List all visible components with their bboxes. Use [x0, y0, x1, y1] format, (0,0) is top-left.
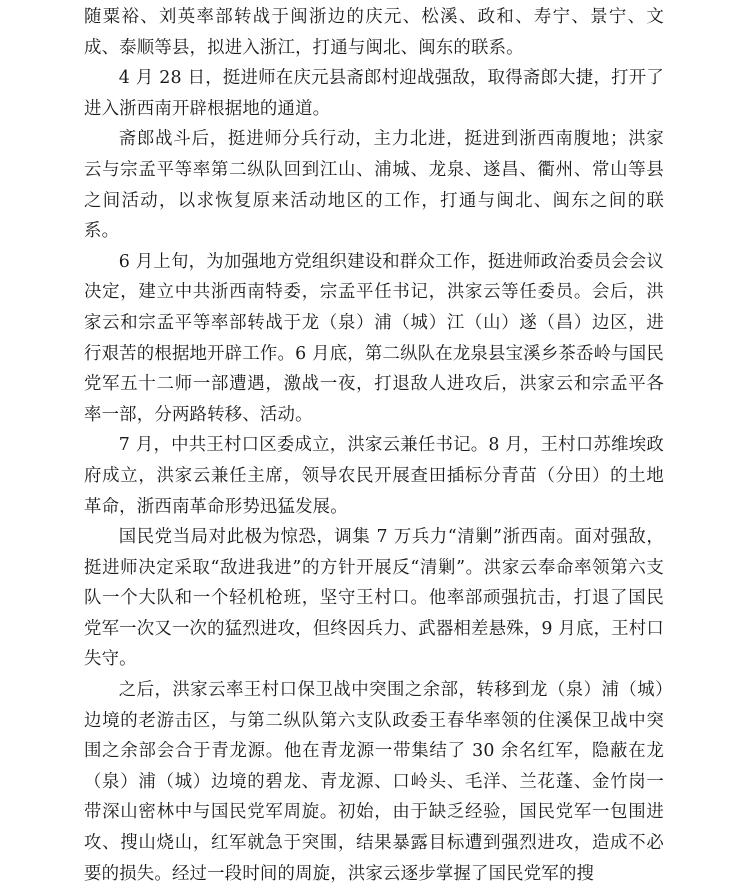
paragraph-7: 之后，洪家云率王村口保卫战中突围之余部，转移到龙（泉）浦（城）边境的老游击区，与第二纵队第六支队政委王春华率领的住溪保卫战中突围之余部会合于青龙源。他在青龙源一带集结了 30 余名红军，隐蔽在龙（泉）浦（城）边境的碧龙、青龙源、口岭头、毛洋、兰花蓬、金竹岗一带深山密林中与国民党军周旋。初始，由于缺乏经验，国民党军一包围进攻、搜山烧山，红军就急于突围，结果暴露目标遭到强烈进攻，造成不必要的损失。经过一段时间的周旋，洪家云逐步掌握了国民党军的搜	[84, 680, 664, 884]
paragraph-2: 4 月 28 日，挺进师在庆元县斋郎村迎战强敌，取得斋郎大捷，打开了进入浙西南开辟根据地的通道。	[84, 68, 664, 119]
paragraph-1: 随粟裕、刘英率部转战于闽浙边的庆元、松溪、政和、寿宁、景宁、文成、泰顺等县，拟进入浙江，打通与闽北、闽东的联系。	[84, 7, 664, 58]
paragraph-3: 斋郎战斗后，挺进师分兵行动，主力北进，挺进到浙西南腹地；洪家云与宗孟平等率第二纵队回到江山、浦城、龙泉、遂昌、衢州、常山等县之间活动，以求恢复原来活动地区的工作，打通与闽北、闽东之间的联系。	[84, 129, 664, 242]
paragraph-6: 国民党当局对此极为惊恐，调集 7 万兵力“清剿”浙西南。面对强敌，挺进师决定采取“敌进我进”的方针开展反“清剿”。洪家云奉命率领第六支队一个大队和一个轻机枪班，坚守王村口。他率部顽强抗击，打退了国民党军一次又一次的猛烈进攻，但终因兵力、武器相差悬殊，9 月底，王村口失守。	[84, 527, 664, 670]
document-page	[84, 2, 664, 889]
paragraph-4: 6 月上旬，为加强地方党组织建设和群众工作，挺进师政治委员会会议决定，建立中共浙西南特委，宗孟平任书记，洪家云等任委员。会后，洪家云和宗孟平等率部转战于龙（泉）浦（城）江（山）遂（昌）边区，进行艰苦的根据地开辟工作。6 月底，第二纵队在龙泉县宝溪乡茶岙岭与国民党军五十二师一部遭遇，激战一夜，打退敌人进攻后，洪家云和宗孟平各率一部，分两路转移、活动。	[84, 251, 664, 425]
paragraph-5: 7 月，中共王村口区委成立，洪家云兼任书记。8 月，王村口苏维埃政府成立，洪家云兼任主席，领导农民开展查田插标分青苗（分田）的土地革命，浙西南革命形势迅猛发展。	[84, 435, 664, 517]
